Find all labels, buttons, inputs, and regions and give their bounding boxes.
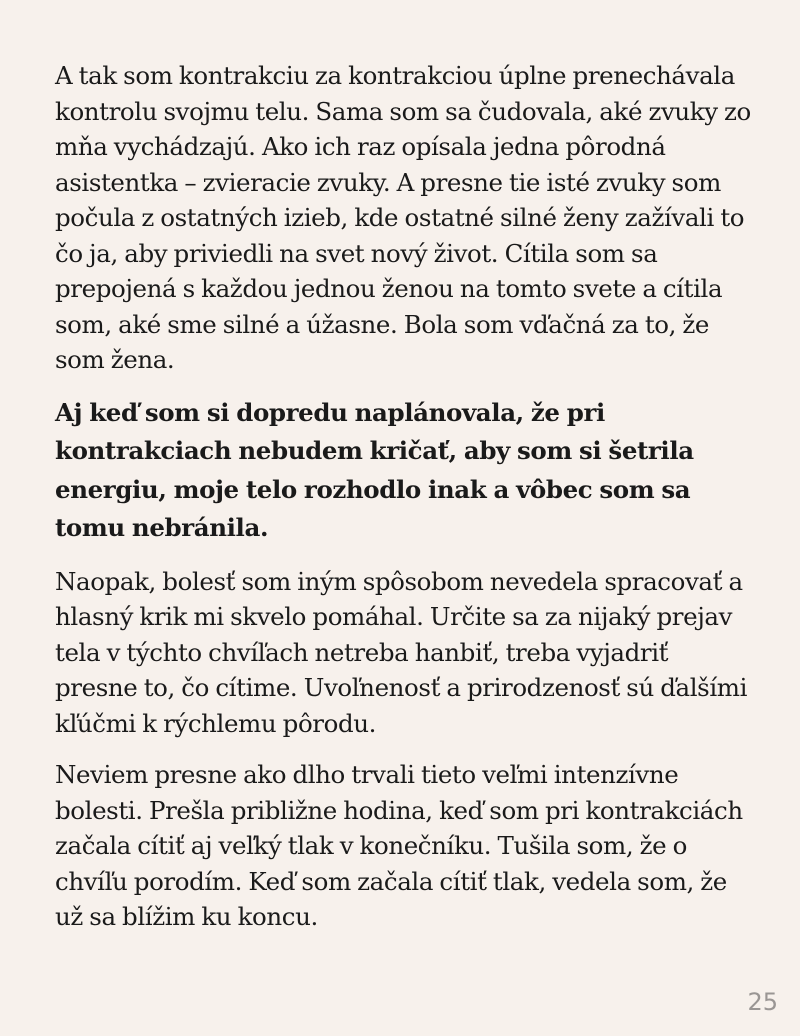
page-number: 25 xyxy=(747,988,778,1016)
page-text-body xyxy=(55,58,755,951)
paragraph-3: Naopak, bolesť som iným spôsobom nevedela spracovať a hlasný krik mi skvelo pomáhal. Určite sa za nijaký prejav tela v týchto chvíľach netreba hanbiť, treba vyjadriť presne to, čo cítime. Uvoľnenosť a prirodzenosť sú ďalšími kľúčmi k rýchlemu pôrodu. xyxy=(55,566,748,738)
paragraph-2-bold: Aj keď som si dopredu naplánovala, že pri kontrakciach nebudem kričať, aby som si šetrila energiu, moje telo rozhodlo inak a vôbec som sa tomu nebránila. xyxy=(55,397,694,542)
paragraph-4: Neviem presne ako dlho trvali tieto veľmi intenzívne bolesti. Prešla približne hodina, keď som pri kontrakciách začala cítiť aj veľký tlak v konečníku. Tušila som, že o chvíľu porodím. Keď som začala cítiť tlak, vedela som, že už sa blížim ku koncu. xyxy=(55,760,743,931)
paragraph-1: A tak som kontrakciu za kontrakciou úplne prenechávala kontrolu svojmu telu. Sama som sa čudovala, aké zvuky zo mňa vychádzajú. Ako ich raz opísala jedna pôrodná asistentka – zvieracie zvuky. A presne tie isté zvuky som počula z ostatných izieb, kde ostatné silné ženy zažívali to čo ja, aby priviedli na svet nový život. Cítila som sa prepojená s každou jednou ženou na tomto svete a cítila som, aké sme silné a úžasne. Bola som vďačná za to, že som žena. xyxy=(55,61,751,374)
